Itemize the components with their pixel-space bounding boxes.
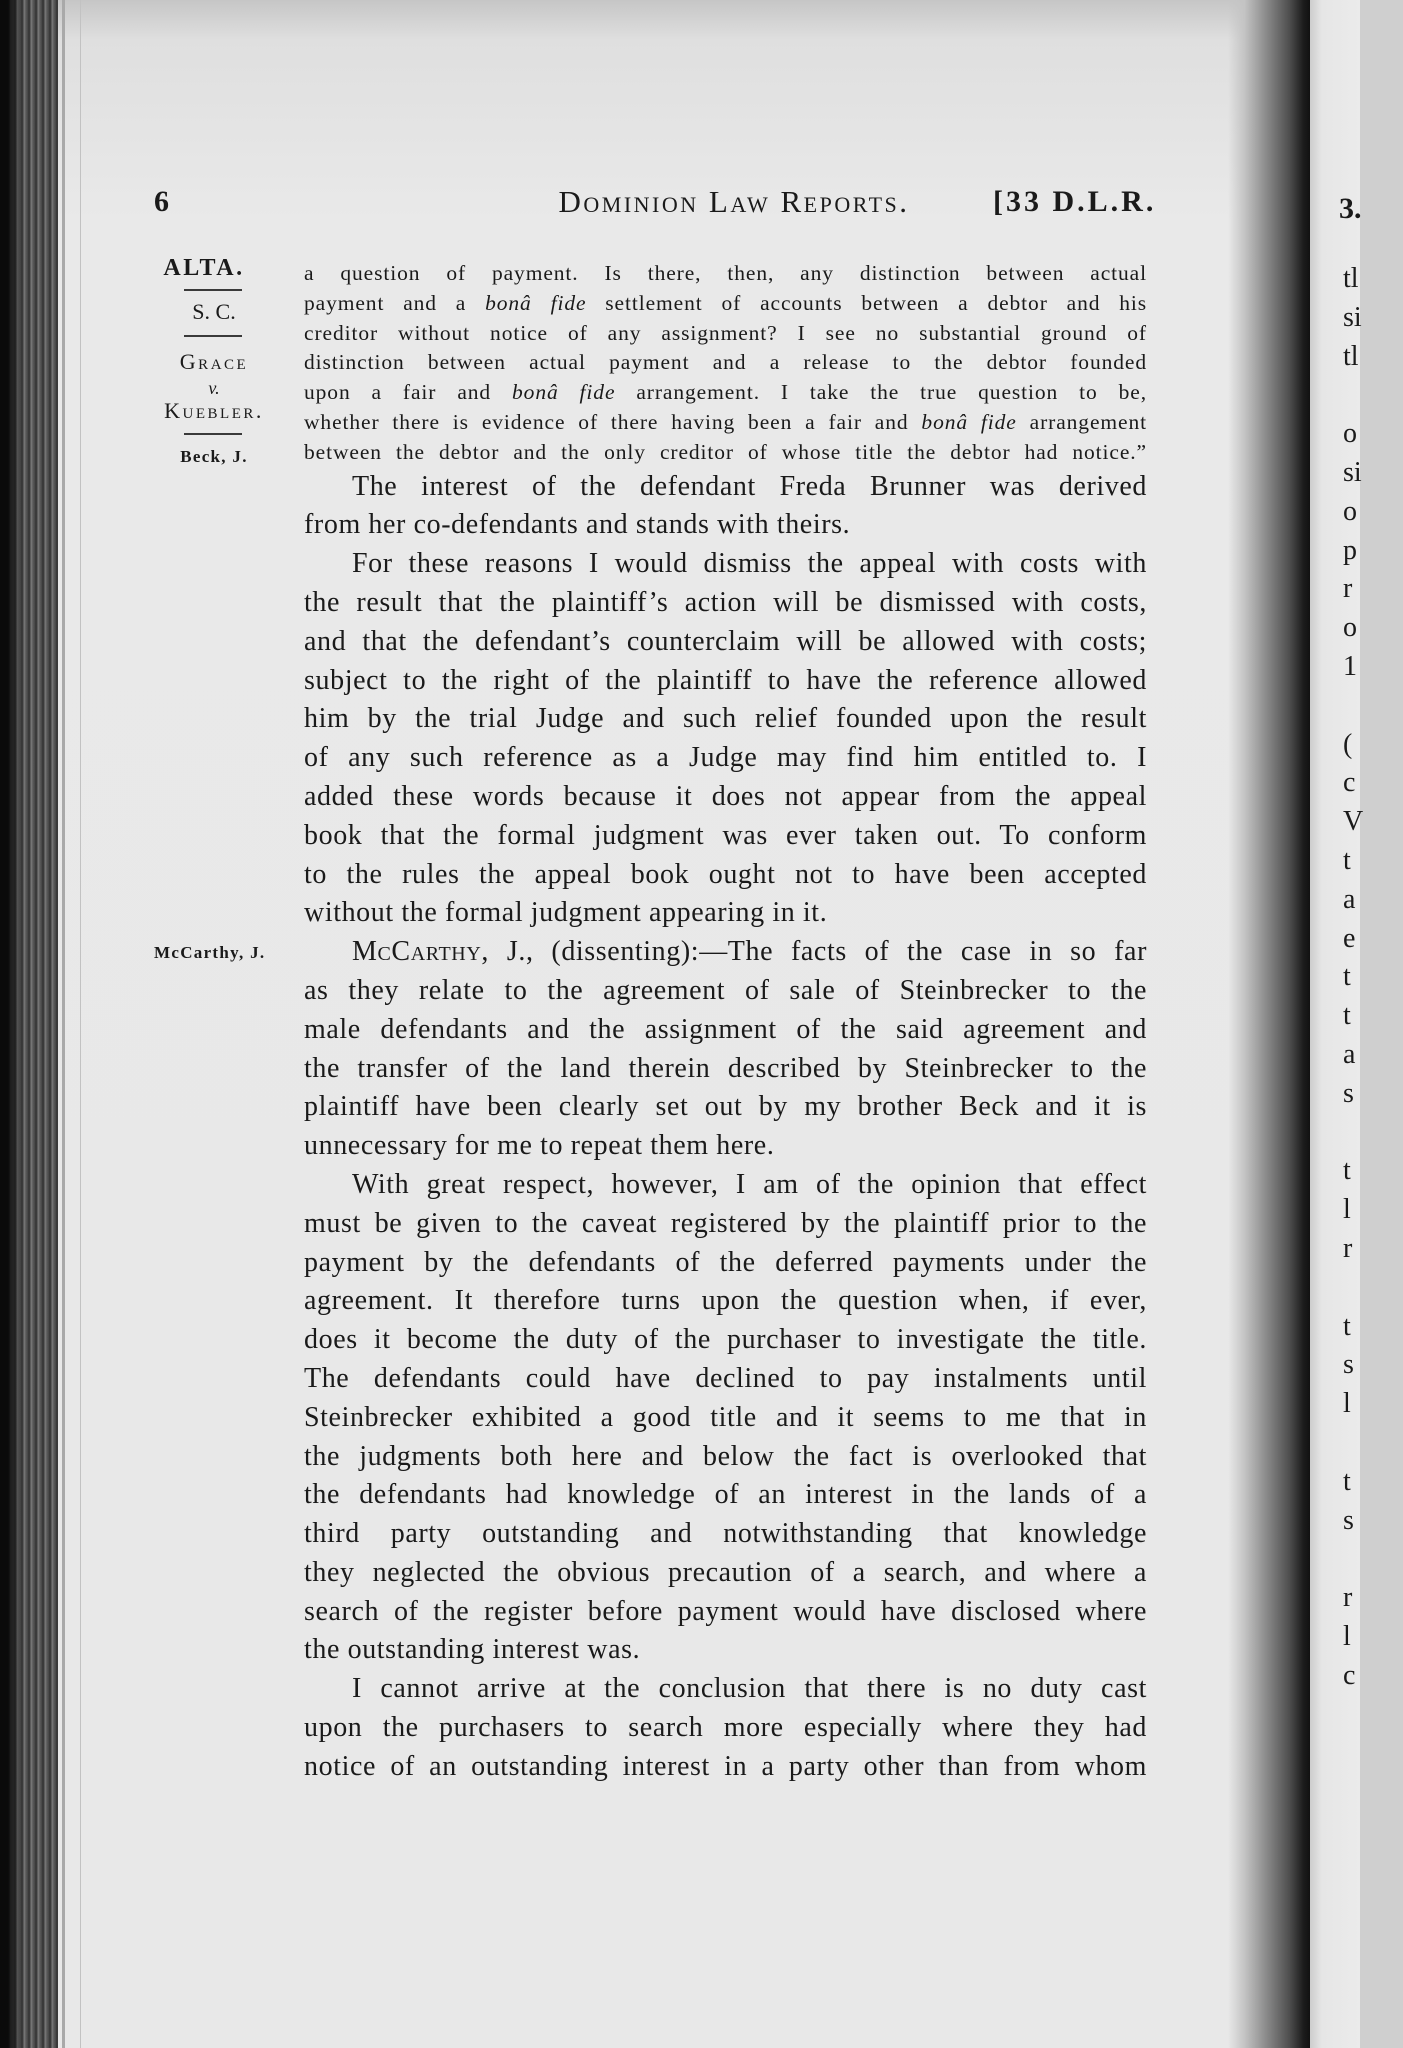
facing-page-line-fragment: a [1343, 883, 1356, 915]
margin-note-judge: Beck, J. [180, 447, 248, 466]
margin-note-case-defendant: Kuebler. [164, 398, 264, 423]
text-line: him by the trial Judge and such relief founded upon the result [304, 703, 1147, 735]
binding-gutter-shadow [1228, 0, 1310, 2048]
facing-page-line-fragment: tl [1343, 263, 1359, 294]
margin-note-province: ALTA. [163, 255, 245, 281]
text-run: settlement of accounts between a debtor and his [586, 290, 1148, 315]
facing-page-running-head: 3. [1339, 192, 1362, 225]
facing-page-line-fragment: si [1343, 301, 1362, 333]
facing-page-line-fragment: l [1343, 1388, 1351, 1420]
judgment-paragraphs [304, 468, 1147, 1787]
text-line: subject to the right of the plaintiff to have the reference allowed [304, 664, 1147, 696]
text-line: search of the register before payment would have disclosed where [304, 1595, 1147, 1627]
text-line: added these words because it does not appear from the appeal [304, 780, 1147, 812]
facing-page-line-fragment: e [1343, 922, 1356, 954]
facing-page-line-fragment: r [1343, 1582, 1353, 1614]
text-line: upon the purchasers to search more especially where they had [304, 1712, 1147, 1744]
text-line: and that the defendant’s counterclaim will be allowed with costs; [304, 625, 1147, 657]
text-line: the transfer of the land therein described by Steinbrecker to the [304, 1052, 1147, 1084]
text-line: third party outstanding and notwithstanding that knowledge [304, 1518, 1147, 1550]
facing-page-line-fragment [1343, 1540, 1403, 1579]
italic-phrase: bonâ fide [485, 290, 587, 315]
paragraph [304, 545, 1147, 933]
book-page-edges [0, 0, 62, 2048]
facing-page-line-fragment: o [1343, 418, 1357, 450]
facing-page-line-fragment [1343, 376, 1403, 415]
text-line: For these reasons I would dismiss the appeal with costs with [352, 548, 1147, 580]
text-line: the outstanding interest was. [304, 1634, 641, 1666]
facing-page-line-fragment: l [1343, 1194, 1351, 1226]
text-line: I cannot arrive at the conclusion that there is no duty cast [352, 1673, 1147, 1705]
facing-page-line-fragment: t [1343, 1000, 1351, 1032]
facing-page-line-fragment: t [1343, 844, 1351, 876]
quotation [304, 259, 1147, 468]
text-line: payment by the defendants of the deferred payments under the [304, 1246, 1147, 1278]
text-run: arrangement. I take the true question to be, [615, 380, 1147, 405]
margin-note-case-plaintiff: Grace [179, 349, 249, 374]
margin-note-rule [184, 289, 242, 291]
facing-page-line-fragment: tl [1343, 340, 1359, 372]
facing-page-line-fragment [1343, 1269, 1403, 1308]
facing-page-line-fragment [1343, 1424, 1403, 1463]
text-line: plaintiff have been clearly set out by my brother Beck and it is [304, 1091, 1147, 1123]
facing-page-line-fragment: s [1343, 1077, 1354, 1109]
text-line [304, 378, 1147, 408]
text-line: agreement. It therefore turns upon the question when, if ever, [304, 1285, 1147, 1317]
running-head-volume: [33 D.L.R. [993, 185, 1157, 218]
margin-note-rule [184, 335, 242, 337]
text-line: between the debtor and the only creditor of whose title the debtor had notice.” [304, 439, 1147, 464]
text-line: creditor without notice of any assignment? I see no substantial ground of [304, 320, 1147, 345]
facing-page-line-fragment: o [1343, 612, 1357, 644]
facing-page-line-fragment: t [1343, 961, 1351, 993]
text-line: The defendants could have declined to pay instalments until [304, 1362, 1147, 1394]
facing-page-line-fragment: o [1343, 495, 1357, 527]
text-line: The interest of the defendant Freda Brunner was derived [352, 470, 1147, 502]
margin-note-rule [184, 433, 242, 435]
facing-page-text-fragments [1343, 260, 1403, 1695]
text-line: must be given to the caveat registered by the plaintiff prior to the [304, 1207, 1147, 1239]
text-line: as they relate to the agreement of sale of Steinbrecker to the [304, 974, 1147, 1006]
facing-page-line-fragment: si [1343, 456, 1362, 488]
margin-note-case-versus: v. [208, 378, 220, 398]
facing-page-line-fragment: r [1343, 573, 1353, 605]
text-line: without the formal judgment appearing in it. [304, 897, 828, 929]
text-line: Steinbrecker exhibited a good title and it seems to me that in [304, 1401, 1147, 1433]
running-head-title: Dominion Law Reports. [558, 184, 910, 219]
paragraph [304, 1670, 1147, 1786]
running-head-page-number: 6 [154, 185, 169, 218]
facing-page-line-fragment: ( [1343, 728, 1353, 760]
facing-page-line-fragment [1343, 687, 1403, 726]
text-line: they neglected the obvious precaution of a search, and where a [304, 1556, 1147, 1588]
text-line: With great respect, however, I am of the opinion that effect [352, 1168, 1147, 1200]
text-line: distinction between actual payment and a release to the debtor founded [304, 350, 1147, 375]
page-edge-line [80, 0, 81, 2048]
text-line: of any such reference as a Judge may find him entitled to. I [304, 742, 1147, 774]
text-line: the result that the plaintiff’s action will be dismissed with costs, [304, 586, 1147, 618]
facing-page-line-fragment: a [1343, 1038, 1356, 1070]
italic-phrase: bonâ fide [512, 380, 616, 405]
text-line: book that the formal judgment was ever taken out. To conform [304, 819, 1147, 851]
facing-page-line-fragment: l [1343, 1620, 1351, 1652]
italic-phrase: bonâ fide [921, 409, 1017, 434]
main-text-column [304, 259, 1147, 1787]
facing-page-line-fragment: s [1343, 1504, 1354, 1536]
paragraph [304, 933, 1147, 1166]
text-run: upon a fair and [304, 380, 513, 405]
small-caps-name: McCarthy [352, 936, 482, 968]
facing-page-line-fragment: t [1343, 1155, 1351, 1187]
text-run: , J., (dissenting):—The facts of the case in so far [481, 936, 1147, 968]
facing-page-line-fragment: r [1343, 1232, 1353, 1264]
text-line [304, 408, 1147, 438]
facing-page-line-fragment: 1 [1343, 650, 1357, 682]
text-run: arrangement [1016, 409, 1147, 434]
margin-note-dissent-judge: McCarthy, J. [154, 943, 266, 962]
page-edge-line [62, 0, 65, 2048]
text-run: payment and a [304, 290, 486, 315]
text-line [304, 289, 1147, 319]
facing-page-line-fragment: V [1343, 806, 1364, 838]
paragraph [304, 468, 1147, 546]
facing-page-line-fragment: t [1343, 1465, 1351, 1497]
text-line: to the rules the appeal book ought not to have been accepted [304, 858, 1147, 890]
text-line: male defendants and the assignment of the said agreement and [304, 1013, 1147, 1045]
text-line: from her co-defendants and stands with theirs. [304, 509, 851, 541]
facing-page-line-fragment: s [1343, 1349, 1354, 1381]
text-line [304, 933, 1147, 972]
margin-note-court: S. C. [192, 299, 236, 324]
facing-page-line-fragment: c [1343, 1659, 1356, 1691]
text-line: does it become the duty of the purchaser to investigate the title. [304, 1324, 1147, 1356]
facing-page [1310, 0, 1364, 2048]
facing-page-line-fragment [1343, 1114, 1403, 1153]
facing-page-line-fragment: t [1343, 1310, 1351, 1342]
paragraph [304, 1166, 1147, 1670]
facing-page-line-fragment: c [1343, 767, 1356, 799]
text-line: a question of payment. Is there, then, any distinction between actual [304, 261, 1147, 285]
text-run: whether there is evidence of there having been a fair and [304, 409, 922, 434]
text-line: unnecessary for me to repeat them here. [304, 1130, 775, 1162]
text-line: notice of an outstanding interest in a party other than from whom [304, 1750, 1147, 1782]
text-line: the defendants had knowledge of an interest in the lands of a [304, 1479, 1147, 1511]
text-line: the judgments both here and below the fact is overlooked that [304, 1440, 1147, 1472]
facing-page-line-fragment: p [1343, 534, 1357, 566]
